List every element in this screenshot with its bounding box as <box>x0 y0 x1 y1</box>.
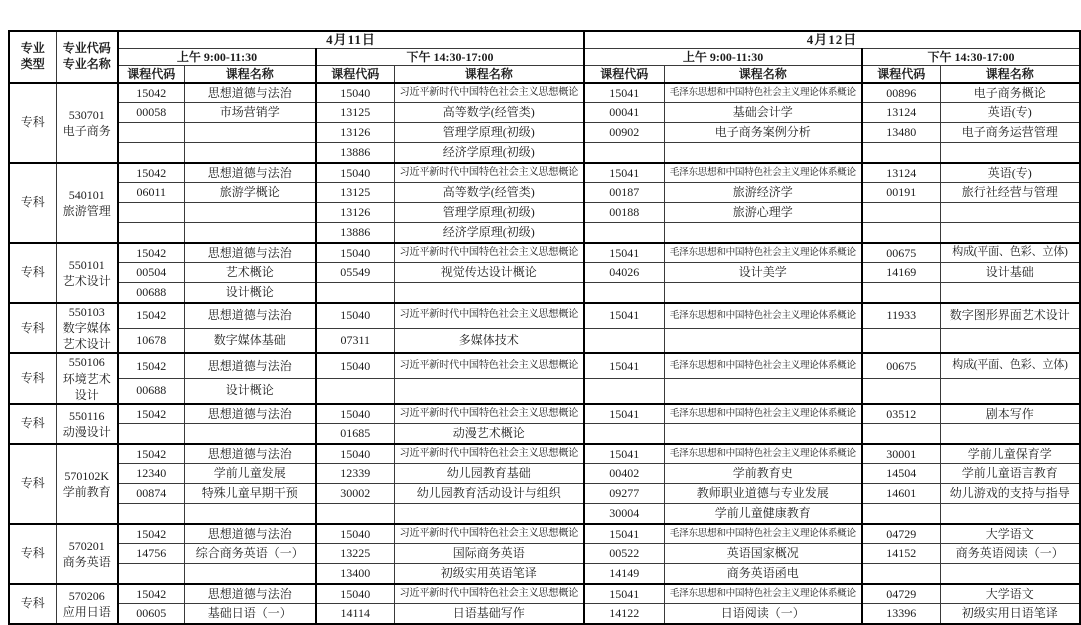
course-name-cell: 习近平新时代中国特色社会主义思想概论 <box>394 353 584 378</box>
course-code-cell: 00402 <box>584 464 664 484</box>
major-code-name-cell <box>56 83 118 163</box>
schedule-row <box>9 379 1080 404</box>
course-code-cell: 30004 <box>584 504 664 524</box>
major-code: 550116 <box>68 408 105 423</box>
course-name-cell <box>940 564 1080 584</box>
major-code-name-cell <box>56 303 118 354</box>
course-code-cell: 15040 <box>316 83 394 103</box>
major-type-cell: 专科 <box>9 163 56 243</box>
course-code-cell: 15041 <box>584 303 664 328</box>
course-code-cell: 15041 <box>584 444 664 464</box>
course-name-cell: 思想道德与法治 <box>184 524 316 544</box>
major-type-cell: 专科 <box>9 524 56 584</box>
course-name-cell: 毛泽东思想和中国特色社会主义理论体系概论 <box>664 584 862 604</box>
header-major-name-line: 专业名称 <box>62 56 111 71</box>
major-name: 应用日语 <box>62 604 111 619</box>
exam-schedule-table <box>8 30 1081 625</box>
course-code-cell <box>862 504 940 524</box>
header-session-apr12-pm: 下午 14:30-17:00 <box>862 49 1080 66</box>
major-name: 商务英语 <box>62 554 111 569</box>
course-name-cell: 电子商务运营管理 <box>940 123 1080 143</box>
course-name-cell: 毛泽东思想和中国特色社会主义理论体系概论 <box>664 404 862 424</box>
header-date-apr11: 4月11日 <box>118 31 584 49</box>
course-code-cell: 13126 <box>316 203 394 223</box>
course-code-cell <box>862 223 940 243</box>
course-code-cell <box>862 203 940 223</box>
course-name-cell <box>184 564 316 584</box>
course-name-cell: 日语阅读（一） <box>664 604 862 624</box>
course-name-cell: 学前儿童发展 <box>184 464 316 484</box>
course-code-cell: 01685 <box>316 424 394 444</box>
major-name: 环境艺术设计 <box>62 371 111 402</box>
course-name-cell: 市场营销学 <box>184 103 316 123</box>
course-name-cell: 基础会计学 <box>664 103 862 123</box>
header-session-apr12-am: 上午 9:00-11:30 <box>584 49 862 66</box>
course-code-cell: 15040 <box>316 303 394 328</box>
course-name-cell: 电子商务案例分析 <box>664 123 862 143</box>
course-code-cell: 13396 <box>862 604 940 624</box>
course-name-cell: 特殊儿童早期干预 <box>184 484 316 504</box>
course-name-cell: 构成(平面、色彩、立体) <box>940 353 1080 378</box>
major-name: 艺术设计 <box>62 273 111 288</box>
course-code-cell: 00041 <box>584 103 664 123</box>
course-code-cell: 04729 <box>862 584 940 604</box>
header-row-dates <box>9 31 1080 49</box>
major-type-cell: 专科 <box>9 404 56 444</box>
course-code-cell: 12339 <box>316 464 394 484</box>
major-code: 540101 <box>68 187 105 202</box>
course-code-cell: 15042 <box>118 404 184 424</box>
course-code-cell: 00874 <box>118 484 184 504</box>
course-code-cell <box>118 424 184 444</box>
major-code: 570102K <box>64 468 110 483</box>
course-name-cell: 日语基础写作 <box>394 604 584 624</box>
schedule-row <box>9 283 1080 303</box>
course-name-cell: 构成(平面、色彩、立体) <box>940 243 1080 263</box>
major-name: 动漫设计 <box>62 424 111 439</box>
course-name-cell: 英语国家概况 <box>664 544 862 564</box>
table-body <box>9 83 1080 624</box>
course-name-cell: 综合商务英语（一） <box>184 544 316 564</box>
course-name-cell: 设计概论 <box>184 379 316 404</box>
course-code-cell: 30002 <box>316 484 394 504</box>
course-name-cell: 毛泽东思想和中国特色社会主义理论体系概论 <box>664 353 862 378</box>
major-code-name-cell <box>56 524 118 584</box>
course-code-cell: 14149 <box>584 564 664 584</box>
course-code-cell: 15042 <box>118 163 184 183</box>
course-code-cell: 15042 <box>118 353 184 378</box>
course-code-cell: 00675 <box>862 353 940 378</box>
schedule-row <box>9 203 1080 223</box>
course-code-cell: 00902 <box>584 123 664 143</box>
course-name-cell: 高等数学(经管类) <box>394 183 584 203</box>
course-code-cell <box>118 203 184 223</box>
major-name: 电子商务 <box>62 123 111 138</box>
course-name-cell <box>940 424 1080 444</box>
course-code-cell: 11933 <box>862 303 940 328</box>
course-code-cell <box>118 223 184 243</box>
course-code-cell: 15040 <box>316 353 394 378</box>
course-name-cell: 思想道德与法治 <box>184 444 316 464</box>
course-name-cell: 大学语文 <box>940 524 1080 544</box>
course-name-cell: 旅行社经营与管理 <box>940 183 1080 203</box>
major-type-cell: 专科 <box>9 303 56 354</box>
course-code-cell <box>118 143 184 163</box>
course-code-cell: 15040 <box>316 243 394 263</box>
course-name-cell: 设计基础 <box>940 263 1080 283</box>
course-name-cell: 幼儿园教育基础 <box>394 464 584 484</box>
course-code-cell: 00605 <box>118 604 184 624</box>
course-code-cell <box>862 379 940 404</box>
course-code-cell: 09277 <box>584 484 664 504</box>
major-code-name-cell <box>56 243 118 303</box>
course-code-cell: 13400 <box>316 564 394 584</box>
major-code: 550101 <box>68 257 105 272</box>
course-name-cell <box>940 143 1080 163</box>
course-code-cell: 14504 <box>862 464 940 484</box>
course-code-cell: 00058 <box>118 103 184 123</box>
course-name-cell: 电子商务概论 <box>940 83 1080 103</box>
course-code-cell: 00188 <box>584 203 664 223</box>
course-name-cell: 毛泽东思想和中国特色社会主义理论体系概论 <box>664 444 862 464</box>
course-name-cell: 幼儿园教育活动设计与组织 <box>394 484 584 504</box>
course-name-cell <box>664 424 862 444</box>
schedule-row <box>9 223 1080 243</box>
course-name-cell <box>664 143 862 163</box>
major-code: 550106 <box>68 355 105 370</box>
course-code-cell <box>862 143 940 163</box>
course-name-cell: 习近平新时代中国特色社会主义思想概论 <box>394 444 584 464</box>
schedule-row <box>9 83 1080 103</box>
course-name-cell: 习近平新时代中国特色社会主义思想概论 <box>394 303 584 328</box>
header-course-name: 课程名称 <box>664 66 862 83</box>
course-code-cell <box>584 143 664 163</box>
header-course-code: 课程代码 <box>584 66 664 83</box>
major-type-cell: 专科 <box>9 353 56 404</box>
course-code-cell: 15042 <box>118 83 184 103</box>
course-name-cell <box>184 424 316 444</box>
course-name-cell: 学前儿童健康教育 <box>664 504 862 524</box>
course-code-cell: 15040 <box>316 404 394 424</box>
course-name-cell: 习近平新时代中国特色社会主义思想概论 <box>394 243 584 263</box>
course-code-cell: 15042 <box>118 524 184 544</box>
schedule-row <box>9 424 1080 444</box>
course-code-cell: 15040 <box>316 524 394 544</box>
schedule-row <box>9 123 1080 143</box>
course-code-cell: 13886 <box>316 223 394 243</box>
schedule-row <box>9 143 1080 163</box>
course-code-cell: 13125 <box>316 103 394 123</box>
header-course-code: 课程代码 <box>862 66 940 83</box>
course-code-cell: 10678 <box>118 328 184 353</box>
course-code-cell: 13225 <box>316 544 394 564</box>
schedule-row <box>9 484 1080 504</box>
major-type-cell: 专科 <box>9 444 56 524</box>
course-name-cell: 英语(专) <box>940 103 1080 123</box>
course-code-cell: 00187 <box>584 183 664 203</box>
course-name-cell: 思想道德与法治 <box>184 584 316 604</box>
course-code-cell: 00688 <box>118 283 184 303</box>
course-name-cell: 初级实用日语笔译 <box>940 604 1080 624</box>
course-name-cell: 幼儿游戏的支持与指导 <box>940 484 1080 504</box>
major-code: 570201 <box>68 538 105 553</box>
header-row-columns <box>9 66 1080 83</box>
course-name-cell <box>664 328 862 353</box>
major-type-cell: 专科 <box>9 83 56 163</box>
schedule-row <box>9 353 1080 378</box>
course-name-cell <box>664 223 862 243</box>
course-name-cell: 设计概论 <box>184 283 316 303</box>
schedule-row <box>9 524 1080 544</box>
course-name-cell: 思想道德与法治 <box>184 243 316 263</box>
major-code-name-cell <box>56 163 118 243</box>
header-course-code: 课程代码 <box>118 66 184 83</box>
header-session-apr11-pm: 下午 14:30-17:00 <box>316 49 584 66</box>
course-name-cell: 思想道德与法治 <box>184 303 316 328</box>
course-code-cell: 15041 <box>584 163 664 183</box>
course-name-cell: 毛泽东思想和中国特色社会主义理论体系概论 <box>664 243 862 263</box>
course-code-cell <box>584 328 664 353</box>
course-code-cell: 07311 <box>316 328 394 353</box>
course-code-cell: 15041 <box>584 524 664 544</box>
course-name-cell: 基础日语（一） <box>184 604 316 624</box>
course-name-cell <box>184 203 316 223</box>
header-course-name: 课程名称 <box>394 66 584 83</box>
course-code-cell: 00504 <box>118 263 184 283</box>
schedule-row <box>9 444 1080 464</box>
course-name-cell: 管理学原理(初级) <box>394 123 584 143</box>
course-name-cell: 毛泽东思想和中国特色社会主义理论体系概论 <box>664 163 862 183</box>
course-code-cell: 00675 <box>862 243 940 263</box>
schedule-row <box>9 183 1080 203</box>
course-name-cell: 学前教育史 <box>664 464 862 484</box>
course-code-cell: 14122 <box>584 604 664 624</box>
course-code-cell: 03512 <box>862 404 940 424</box>
course-code-cell: 13886 <box>316 143 394 163</box>
course-code-cell <box>316 504 394 524</box>
header-major-type-line1: 专业 <box>20 41 45 56</box>
course-name-cell: 学前儿童保育学 <box>940 444 1080 464</box>
course-name-cell: 思想道德与法治 <box>184 83 316 103</box>
course-name-cell: 多媒体技术 <box>394 328 584 353</box>
course-name-cell: 设计美学 <box>664 263 862 283</box>
course-code-cell: 15042 <box>118 243 184 263</box>
course-name-cell <box>184 123 316 143</box>
course-name-cell <box>394 379 584 404</box>
schedule-row <box>9 163 1080 183</box>
course-name-cell <box>940 379 1080 404</box>
course-name-cell: 思想道德与法治 <box>184 163 316 183</box>
course-name-cell: 国际商务英语 <box>394 544 584 564</box>
course-name-cell: 经济学原理(初级) <box>394 143 584 163</box>
course-name-cell: 英语(专) <box>940 163 1080 183</box>
major-code: 570206 <box>68 588 105 603</box>
major-name: 数字媒体艺术设计 <box>62 320 111 352</box>
course-code-cell: 13124 <box>862 103 940 123</box>
course-code-cell: 00522 <box>584 544 664 564</box>
course-code-cell: 13124 <box>862 163 940 183</box>
schedule-row <box>9 328 1080 353</box>
course-code-cell <box>584 223 664 243</box>
course-name-cell: 高等数学(经管类) <box>394 103 584 123</box>
course-name-cell <box>940 223 1080 243</box>
course-name-cell: 商务英语函电 <box>664 564 862 584</box>
course-name-cell: 旅游学概论 <box>184 183 316 203</box>
major-code: 530701 <box>68 107 105 122</box>
header-course-name: 课程名称 <box>184 66 316 83</box>
course-code-cell: 15041 <box>584 404 664 424</box>
schedule-row <box>9 464 1080 484</box>
course-code-cell <box>118 504 184 524</box>
course-name-cell <box>940 203 1080 223</box>
course-code-cell: 13480 <box>862 123 940 143</box>
header-major-type-line2: 类型 <box>20 56 45 71</box>
course-name-cell: 旅游经济学 <box>664 183 862 203</box>
course-name-cell: 毛泽东思想和中国特色社会主义理论体系概论 <box>664 83 862 103</box>
course-name-cell: 数字图形界面艺术设计 <box>940 303 1080 328</box>
schedule-row <box>9 504 1080 524</box>
schedule-row <box>9 544 1080 564</box>
course-code-cell: 30001 <box>862 444 940 464</box>
course-name-cell: 初级实用英语笔译 <box>394 564 584 584</box>
course-name-cell: 视觉传达设计概论 <box>394 263 584 283</box>
course-name-cell: 旅游心理学 <box>664 203 862 223</box>
course-code-cell <box>862 328 940 353</box>
course-name-cell: 思想道德与法治 <box>184 404 316 424</box>
course-code-cell: 13125 <box>316 183 394 203</box>
header-major-type <box>9 31 56 83</box>
header-course-name: 课程名称 <box>940 66 1080 83</box>
course-name-cell <box>664 379 862 404</box>
course-code-cell: 15041 <box>584 584 664 604</box>
schedule-row <box>9 584 1080 604</box>
course-code-cell <box>316 283 394 303</box>
course-name-cell <box>184 504 316 524</box>
course-code-cell <box>584 424 664 444</box>
major-name: 旅游管理 <box>62 203 111 218</box>
course-code-cell: 06011 <box>118 183 184 203</box>
schedule-row <box>9 303 1080 328</box>
course-code-cell: 14756 <box>118 544 184 564</box>
course-code-cell <box>118 564 184 584</box>
course-code-cell <box>862 424 940 444</box>
major-type-cell: 专科 <box>9 243 56 303</box>
course-name-cell: 管理学原理(初级) <box>394 203 584 223</box>
course-name-cell <box>184 223 316 243</box>
course-code-cell: 00896 <box>862 83 940 103</box>
course-code-cell <box>584 283 664 303</box>
course-code-cell: 14152 <box>862 544 940 564</box>
course-code-cell: 15040 <box>316 444 394 464</box>
course-name-cell <box>394 504 584 524</box>
course-name-cell: 习近平新时代中国特色社会主义思想概论 <box>394 163 584 183</box>
course-code-cell: 14114 <box>316 604 394 624</box>
course-code-cell: 15042 <box>118 303 184 328</box>
course-name-cell <box>940 283 1080 303</box>
course-code-cell: 15041 <box>584 353 664 378</box>
course-name-cell: 经济学原理(初级) <box>394 223 584 243</box>
schedule-row <box>9 243 1080 263</box>
course-name-cell: 思想道德与法治 <box>184 353 316 378</box>
header-major-code-name <box>56 31 118 83</box>
course-code-cell: 14169 <box>862 263 940 283</box>
course-name-cell: 习近平新时代中国特色社会主义思想概论 <box>394 584 584 604</box>
course-code-cell: 15042 <box>118 444 184 464</box>
course-name-cell: 数字媒体基础 <box>184 328 316 353</box>
header-course-code: 课程代码 <box>316 66 394 83</box>
course-code-cell <box>862 564 940 584</box>
course-code-cell: 04026 <box>584 263 664 283</box>
course-code-cell: 15042 <box>118 584 184 604</box>
course-code-cell: 14601 <box>862 484 940 504</box>
course-code-cell: 15040 <box>316 163 394 183</box>
header-major-code-line: 专业代码 <box>62 41 111 56</box>
course-name-cell: 学前儿童语言教育 <box>940 464 1080 484</box>
major-code-name-cell <box>56 404 118 444</box>
course-code-cell: 12340 <box>118 464 184 484</box>
course-name-cell <box>664 283 862 303</box>
course-code-cell <box>316 379 394 404</box>
course-code-cell: 05549 <box>316 263 394 283</box>
course-name-cell: 毛泽东思想和中国特色社会主义理论体系概论 <box>664 303 862 328</box>
course-name-cell: 教师职业道德与专业发展 <box>664 484 862 504</box>
course-code-cell: 15040 <box>316 584 394 604</box>
course-name-cell <box>394 283 584 303</box>
schedule-row <box>9 564 1080 584</box>
course-name-cell: 习近平新时代中国特色社会主义思想概论 <box>394 524 584 544</box>
course-name-cell: 动漫艺术概论 <box>394 424 584 444</box>
course-code-cell: 00688 <box>118 379 184 404</box>
course-code-cell <box>862 283 940 303</box>
header-row-sessions <box>9 49 1080 66</box>
schedule-row <box>9 103 1080 123</box>
major-code: 550103 <box>68 304 105 319</box>
course-code-cell: 15041 <box>584 83 664 103</box>
course-code-cell <box>584 379 664 404</box>
major-code-name-cell <box>56 353 118 404</box>
course-code-cell: 13126 <box>316 123 394 143</box>
course-name-cell <box>184 143 316 163</box>
course-name-cell: 大学语文 <box>940 584 1080 604</box>
major-type-cell: 专科 <box>9 584 56 624</box>
course-name-cell: 习近平新时代中国特色社会主义思想概论 <box>394 404 584 424</box>
major-code-name-cell <box>56 584 118 624</box>
course-code-cell: 00191 <box>862 183 940 203</box>
course-code-cell: 15041 <box>584 243 664 263</box>
major-code-name-cell <box>56 444 118 524</box>
header-date-apr12: 4月12日 <box>584 31 1080 49</box>
major-name: 学前教育 <box>62 484 111 499</box>
course-name-cell <box>940 504 1080 524</box>
course-name-cell: 习近平新时代中国特色社会主义思想概论 <box>394 83 584 103</box>
schedule-row <box>9 263 1080 283</box>
course-name-cell <box>940 328 1080 353</box>
course-name-cell: 毛泽东思想和中国特色社会主义理论体系概论 <box>664 524 862 544</box>
course-code-cell <box>118 123 184 143</box>
course-name-cell: 商务英语阅读（一） <box>940 544 1080 564</box>
course-name-cell: 剧本写作 <box>940 404 1080 424</box>
schedule-row <box>9 404 1080 424</box>
header-session-apr11-am: 上午 9:00-11:30 <box>118 49 316 66</box>
course-code-cell: 04729 <box>862 524 940 544</box>
course-name-cell: 艺术概论 <box>184 263 316 283</box>
